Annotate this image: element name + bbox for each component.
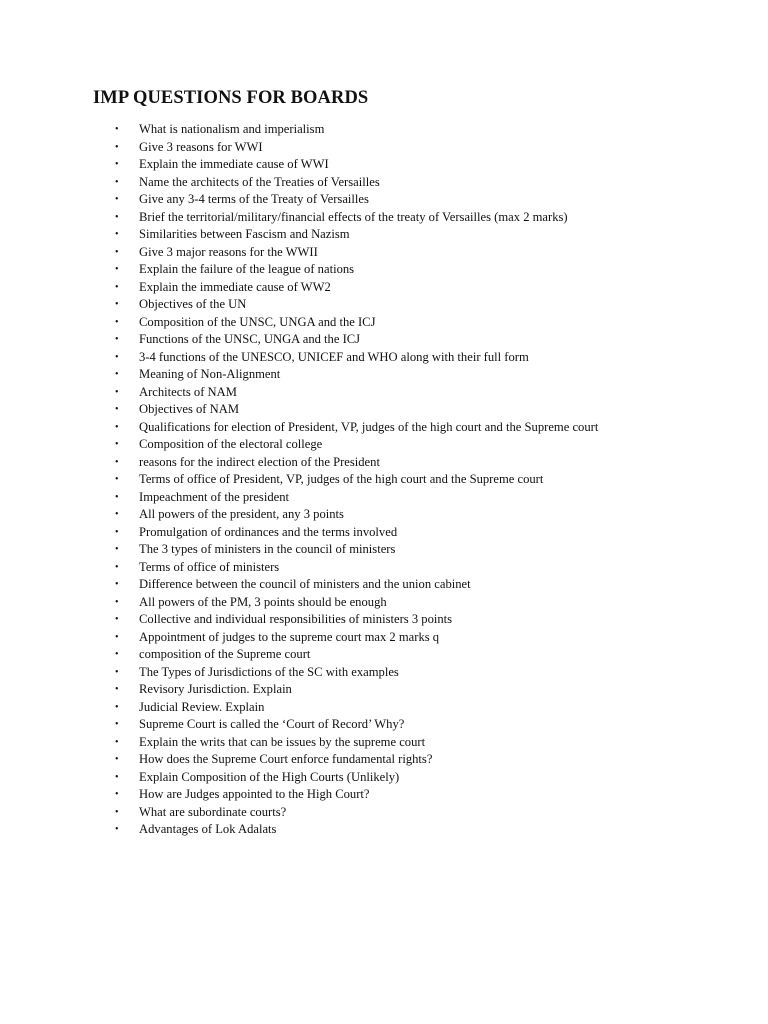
bullet-icon: •	[115, 649, 119, 660]
bullet-icon: •	[115, 229, 119, 240]
question-text: reasons for the indirect election of the President	[139, 454, 380, 469]
bullet-icon: •	[115, 386, 119, 398]
question-text: Objectives of NAM	[139, 402, 240, 416]
question-text: Give 3 major reasons for the WWII	[139, 244, 318, 259]
bullet-icon: •	[115, 771, 119, 783]
question-text: Objectives of the UN	[139, 297, 247, 311]
question-text: Composition of the electoral college	[139, 437, 323, 451]
question-text: Collective and individual responsibilities of ministers 3 points	[139, 612, 453, 626]
bullet-icon: •	[115, 141, 119, 153]
question-text: Difference between the council of ministers and the union cabinet	[139, 577, 471, 591]
question-text: How does the Supreme Court enforce fundamental rights?	[139, 752, 433, 766]
question-text: The 3 types of ministers in the council of ministers	[139, 542, 396, 556]
bullet-icon: •	[115, 666, 119, 678]
bullet-icon: •	[115, 194, 119, 205]
bullet-icon: •	[115, 281, 119, 293]
question-text: All powers of the PM, 3 points should be enough	[139, 594, 387, 609]
question-text: Give 3 reasons for WWI	[139, 139, 263, 154]
bullet-icon: •	[115, 736, 119, 748]
page-title: IMP QUESTIONS FOR BOARDS	[93, 88, 369, 108]
bullet-icon: •	[115, 701, 119, 713]
bullet-icon: •	[115, 719, 119, 730]
question-text: All powers of the president, any 3 points	[139, 507, 344, 521]
bullet-icon: •	[115, 509, 119, 520]
question-text: Supreme Court is called the ‘Court of Record’ Why?	[139, 717, 405, 731]
bullet-icon: •	[115, 631, 119, 643]
bullet-icon: •	[115, 684, 119, 695]
question-text: composition of the Supreme court	[139, 647, 311, 661]
bullet-icon: •	[115, 596, 119, 608]
question-text: Revisory Jurisdiction. Explain	[139, 682, 292, 696]
question-text: Promulgation of ordinances and the terms involved	[139, 524, 398, 539]
bullet-icon: •	[115, 439, 119, 450]
bullet-icon: •	[115, 299, 119, 310]
bullet-icon: •	[115, 579, 119, 590]
bullet-icon: •	[115, 264, 119, 275]
question-text: 3-4 functions of the UNESCO, UNICEF and WHO along with their full form	[139, 349, 529, 364]
question-text: Composition of the UNSC, UNGA and the ICJ	[139, 314, 376, 329]
question-text: Impeachment of the president	[139, 489, 290, 504]
bullet-icon: •	[115, 824, 119, 835]
question-text: Name the architects of the Treaties of Versailles	[139, 174, 380, 189]
question-text: Qualifications for election of President, VP, judges of the high court and the Supreme court	[139, 419, 599, 434]
question-text: Brief the territorial/military/financial effects of the treaty of Versailles (max 2 marks)	[139, 209, 568, 224]
question-text: Architects of NAM	[139, 384, 237, 399]
question-text: Explain the immediate cause of WW2	[139, 279, 331, 294]
bullet-icon: •	[115, 491, 119, 503]
question-text: Explain the immediate cause of WWI	[139, 157, 329, 171]
question-text: Give any 3-4 terms of the Treaty of Versailles	[139, 192, 369, 206]
question-text: Functions of the UNSC, UNGA and the ICJ	[139, 332, 361, 346]
bullet-icon: •	[115, 456, 119, 468]
bullet-icon: •	[115, 404, 119, 415]
question-text: Explain the failure of the league of nations	[139, 262, 355, 276]
question-text: Advantages of Lok Adalats	[139, 822, 277, 836]
bullet-icon: •	[115, 351, 119, 363]
question-text: How are Judges appointed to the High Court?	[139, 787, 370, 801]
bullet-icon: •	[115, 754, 119, 765]
bullet-icon: •	[115, 369, 119, 380]
question-text: Appointment of judges to the supreme court max 2 marks q	[139, 629, 440, 644]
bullet-icon: •	[115, 614, 119, 625]
question-text: Meaning of Non-Alignment	[139, 367, 281, 381]
question-text: What is nationalism and imperialism	[139, 122, 325, 136]
question-text: What are subordinate courts?	[139, 804, 287, 819]
bullet-icon: •	[115, 544, 119, 555]
bullet-icon: •	[115, 211, 119, 223]
question-text: Terms of office of President, VP, judges of the high court and the Supreme court	[139, 472, 544, 486]
question-text: Explain the writs that can be issues by the supreme court	[139, 734, 426, 749]
bullet-icon: •	[115, 561, 119, 573]
question-text: The Types of Jurisdictions of the SC with examples	[139, 664, 399, 679]
bullet-icon: •	[115, 421, 119, 433]
bullet-icon: •	[115, 159, 119, 170]
bullet-icon: •	[115, 316, 119, 328]
question-text: Judicial Review. Explain	[139, 699, 265, 714]
question-text: Similarities between Fascism and Nazism	[139, 227, 350, 241]
bullet-icon: •	[115, 176, 119, 188]
bullet-icon: •	[115, 124, 119, 135]
bullet-icon: •	[115, 526, 119, 538]
question-text: Terms of office of ministers	[139, 559, 280, 574]
bullet-icon: •	[115, 246, 119, 258]
question-text: Explain Composition of the High Courts (Unlikely)	[139, 769, 400, 784]
bullet-icon: •	[115, 789, 119, 800]
bullet-icon: •	[115, 334, 119, 345]
bullet-icon: •	[115, 806, 119, 818]
bullet-icon: •	[115, 474, 119, 485]
